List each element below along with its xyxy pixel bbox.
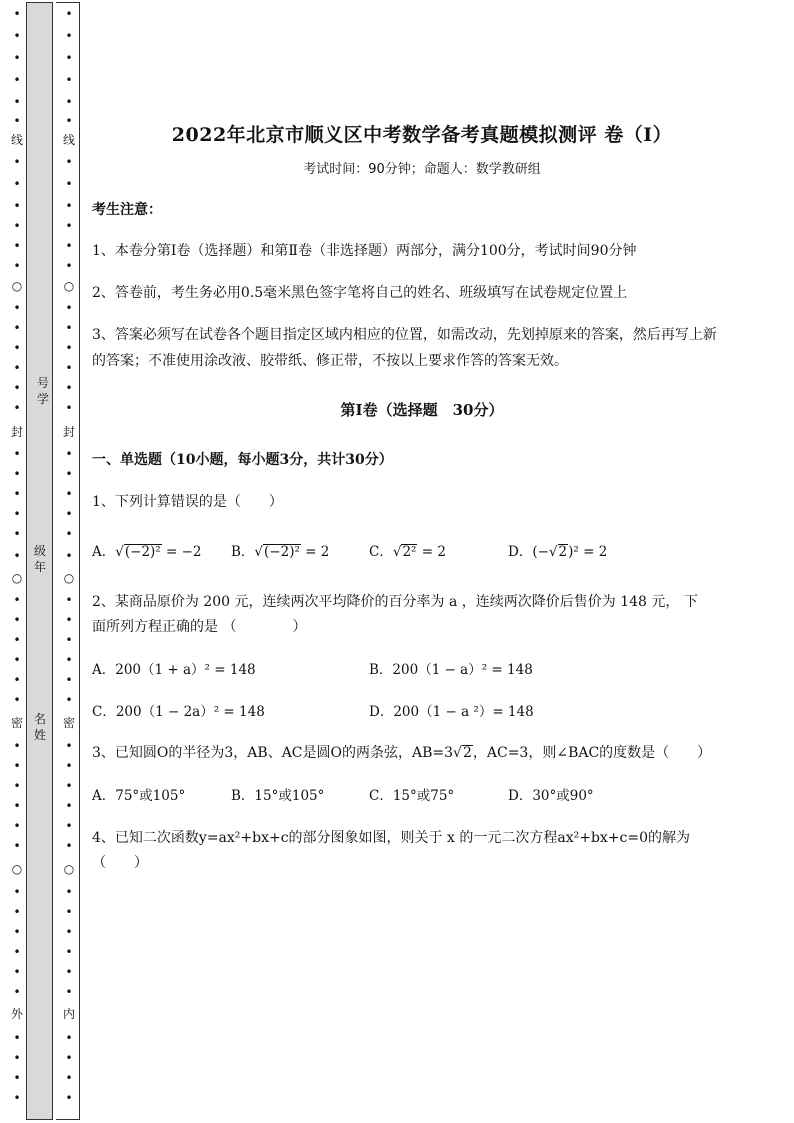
dot: • bbox=[65, 341, 73, 355]
dot: • bbox=[13, 945, 21, 959]
q1-option-a: A．√(−2)² = −2 bbox=[92, 544, 202, 560]
question-4-stem-cont: （ ） bbox=[92, 855, 148, 871]
margin-mark-circle: ○ bbox=[11, 862, 23, 876]
dot: • bbox=[13, 7, 21, 21]
dot: • bbox=[13, 633, 21, 647]
dot: • bbox=[13, 73, 21, 87]
dot: • bbox=[65, 7, 73, 21]
exam-title: 2022年北京市顺义区中考数学备考真题模拟测评 卷（Ⅰ） bbox=[171, 124, 673, 146]
question-2-stem: 2、某商品原价为 200 元，连续两次平均降价的百分率为 a ，连续两次降价后售价为 148 元， 下 bbox=[92, 594, 698, 610]
dot: • bbox=[65, 239, 73, 253]
q1-option-d: D．(−√2)² = 2 bbox=[508, 544, 608, 560]
part-title: 第I卷（选择题 30分） bbox=[340, 401, 504, 419]
dot: • bbox=[65, 839, 73, 853]
dot: • bbox=[13, 341, 21, 355]
exam-subtitle: 考试时间：90分钟；命题人：数学教研组 bbox=[303, 162, 541, 177]
dot: • bbox=[13, 29, 21, 43]
margin-mark-feng: 封 bbox=[10, 425, 23, 439]
dot: • bbox=[65, 759, 73, 773]
dot: • bbox=[13, 819, 21, 833]
dot: • bbox=[13, 593, 21, 607]
dot: • bbox=[13, 487, 21, 501]
notice-item: 1、本卷分第I卷（选择题）和第Ⅱ卷（非选择题）两部分，满分100分，考试时间90分钟 bbox=[92, 243, 637, 259]
section-heading: 一、单选题（10小题，每小题3分，共计30分） bbox=[92, 452, 393, 468]
dot: • bbox=[65, 1031, 73, 1045]
dot: • bbox=[13, 653, 21, 667]
dot: • bbox=[65, 549, 73, 563]
dot: • bbox=[13, 799, 21, 813]
q2-option-a: A．200（1 + a）² = 148 bbox=[92, 662, 256, 678]
dot: • bbox=[13, 839, 21, 853]
dot: • bbox=[13, 673, 21, 687]
dot: • bbox=[65, 487, 73, 501]
margin-mark-circle: ○ bbox=[63, 862, 75, 876]
q3-option-d: D．30°或90° bbox=[508, 788, 594, 804]
margin-mark-circle: ○ bbox=[63, 571, 75, 585]
field-label-student-id: 号学 bbox=[36, 376, 49, 406]
dot: • bbox=[13, 177, 21, 191]
dot: • bbox=[13, 613, 21, 627]
dot: • bbox=[13, 155, 21, 169]
dot: • bbox=[65, 799, 73, 813]
dot: • bbox=[13, 401, 21, 415]
dot: • bbox=[13, 1071, 21, 1085]
q3-option-a: A．75°或105° bbox=[92, 788, 186, 804]
notice-item: 2、答卷前，考生务必用0.5毫米黑色签字笔将自己的姓名、班级填写在试卷规定位置上 bbox=[92, 285, 628, 301]
dot: • bbox=[65, 1091, 73, 1105]
dot: • bbox=[13, 239, 21, 253]
dot: • bbox=[13, 925, 21, 939]
margin-mark-mi: 密 bbox=[10, 716, 23, 730]
q3-option-c: C．15°或75° bbox=[369, 788, 455, 804]
dot: • bbox=[13, 199, 21, 213]
dot: • bbox=[13, 114, 21, 128]
dot: • bbox=[13, 985, 21, 999]
dot: • bbox=[13, 885, 21, 899]
dot: • bbox=[65, 467, 73, 481]
q2-option-c: C．200（1 − 2a）² = 148 bbox=[92, 704, 265, 720]
dot: • bbox=[65, 155, 73, 169]
dot: • bbox=[65, 301, 73, 315]
dot: • bbox=[13, 507, 21, 521]
dot: • bbox=[65, 633, 73, 647]
dot: • bbox=[13, 739, 21, 753]
question-1-stem: 1、下列计算错误的是（ ） bbox=[92, 494, 283, 510]
margin-mark-xian: 线 bbox=[10, 133, 23, 147]
dot: • bbox=[65, 219, 73, 233]
dot: • bbox=[65, 985, 73, 999]
dot: • bbox=[65, 1071, 73, 1085]
dot: • bbox=[65, 819, 73, 833]
dot: • bbox=[65, 945, 73, 959]
notice-item: 的答案；不准使用涂改液、胶带纸、修正带，不按以上要求作答的答案无效。 bbox=[92, 353, 568, 369]
dot: • bbox=[65, 779, 73, 793]
field-label-name: 名姓 bbox=[33, 712, 46, 742]
margin-mark-nei: 内 bbox=[62, 1007, 75, 1021]
notice-heading: 考生注意： bbox=[92, 202, 162, 218]
dot: • bbox=[65, 925, 73, 939]
dot: • bbox=[13, 259, 21, 273]
q1-option-c: C．√2² = 2 bbox=[369, 544, 446, 560]
student-info-strip bbox=[26, 2, 53, 1120]
dot: • bbox=[65, 447, 73, 461]
dot: • bbox=[65, 51, 73, 65]
dot: • bbox=[65, 361, 73, 375]
dot: • bbox=[13, 301, 21, 315]
dot: • bbox=[13, 361, 21, 375]
dot: • bbox=[65, 401, 73, 415]
question-2-stem-cont: 面所列方程正确的是 （ ） bbox=[92, 619, 307, 635]
dot: • bbox=[13, 219, 21, 233]
dot: • bbox=[65, 653, 73, 667]
q2-option-d: D．200（1 − a ²）= 148 bbox=[369, 704, 534, 720]
dot: • bbox=[65, 507, 73, 521]
margin-mark-wai: 外 bbox=[10, 1007, 23, 1021]
dot: • bbox=[13, 693, 21, 707]
dot: • bbox=[65, 673, 73, 687]
dot: • bbox=[65, 29, 73, 43]
dot: • bbox=[65, 73, 73, 87]
dot: • bbox=[13, 965, 21, 979]
dot: • bbox=[65, 885, 73, 899]
dot: • bbox=[65, 693, 73, 707]
dot: • bbox=[13, 549, 21, 563]
q1-option-b: B．√(−2)² = 2 bbox=[231, 544, 330, 560]
q3-option-b: B．15°或105° bbox=[231, 788, 325, 804]
dot: • bbox=[13, 527, 21, 541]
notice-item: 3、答案必须写在试卷各个题目指定区域内相应的位置，如需改动，先划掉原来的答案，然后再写上新 bbox=[92, 327, 717, 343]
field-label-class: 级年 bbox=[33, 544, 46, 574]
margin-mark-circle: ○ bbox=[63, 279, 75, 293]
dot: • bbox=[13, 321, 21, 335]
question-3-stem: 3、已知圆O的半径为3，AB、AC是圆O的两条弦，AB=3√2，AC=3，则∠BAC的度数是（ ） bbox=[92, 745, 712, 761]
dot: • bbox=[13, 779, 21, 793]
inner-dotted-margin bbox=[60, 0, 78, 1123]
dot: • bbox=[65, 95, 73, 109]
dot: • bbox=[65, 381, 73, 395]
dot: • bbox=[65, 527, 73, 541]
dot: • bbox=[65, 965, 73, 979]
dot: • bbox=[13, 51, 21, 65]
dot: • bbox=[13, 95, 21, 109]
outer-dotted-margin bbox=[8, 0, 26, 1123]
dot: • bbox=[13, 905, 21, 919]
margin-mark-xian: 线 bbox=[62, 133, 75, 147]
dot: • bbox=[13, 759, 21, 773]
dot: • bbox=[13, 467, 21, 481]
margin-mark-circle: ○ bbox=[11, 279, 23, 293]
dot: • bbox=[65, 259, 73, 273]
dot: • bbox=[65, 739, 73, 753]
q2-option-b: B．200（1 − a）² = 148 bbox=[369, 662, 533, 678]
dot: • bbox=[13, 447, 21, 461]
margin-mark-feng: 封 bbox=[62, 425, 75, 439]
question-4-stem: 4、已知二次函数y=ax²+bx+c的部分图象如图，则关于 x 的一元二次方程ax²+bx+c=0的解为 bbox=[92, 830, 691, 846]
dot: • bbox=[65, 1051, 73, 1065]
dot: • bbox=[65, 905, 73, 919]
dot: • bbox=[65, 613, 73, 627]
dot: • bbox=[65, 593, 73, 607]
margin-mark-mi: 密 bbox=[62, 716, 75, 730]
dot: • bbox=[65, 114, 73, 128]
dot: • bbox=[65, 321, 73, 335]
margin-mark-circle: ○ bbox=[11, 571, 23, 585]
dot: • bbox=[65, 199, 73, 213]
dot: • bbox=[65, 177, 73, 191]
dot: • bbox=[13, 1091, 21, 1105]
dot: • bbox=[13, 1031, 21, 1045]
dot: • bbox=[13, 1051, 21, 1065]
dot: • bbox=[13, 381, 21, 395]
